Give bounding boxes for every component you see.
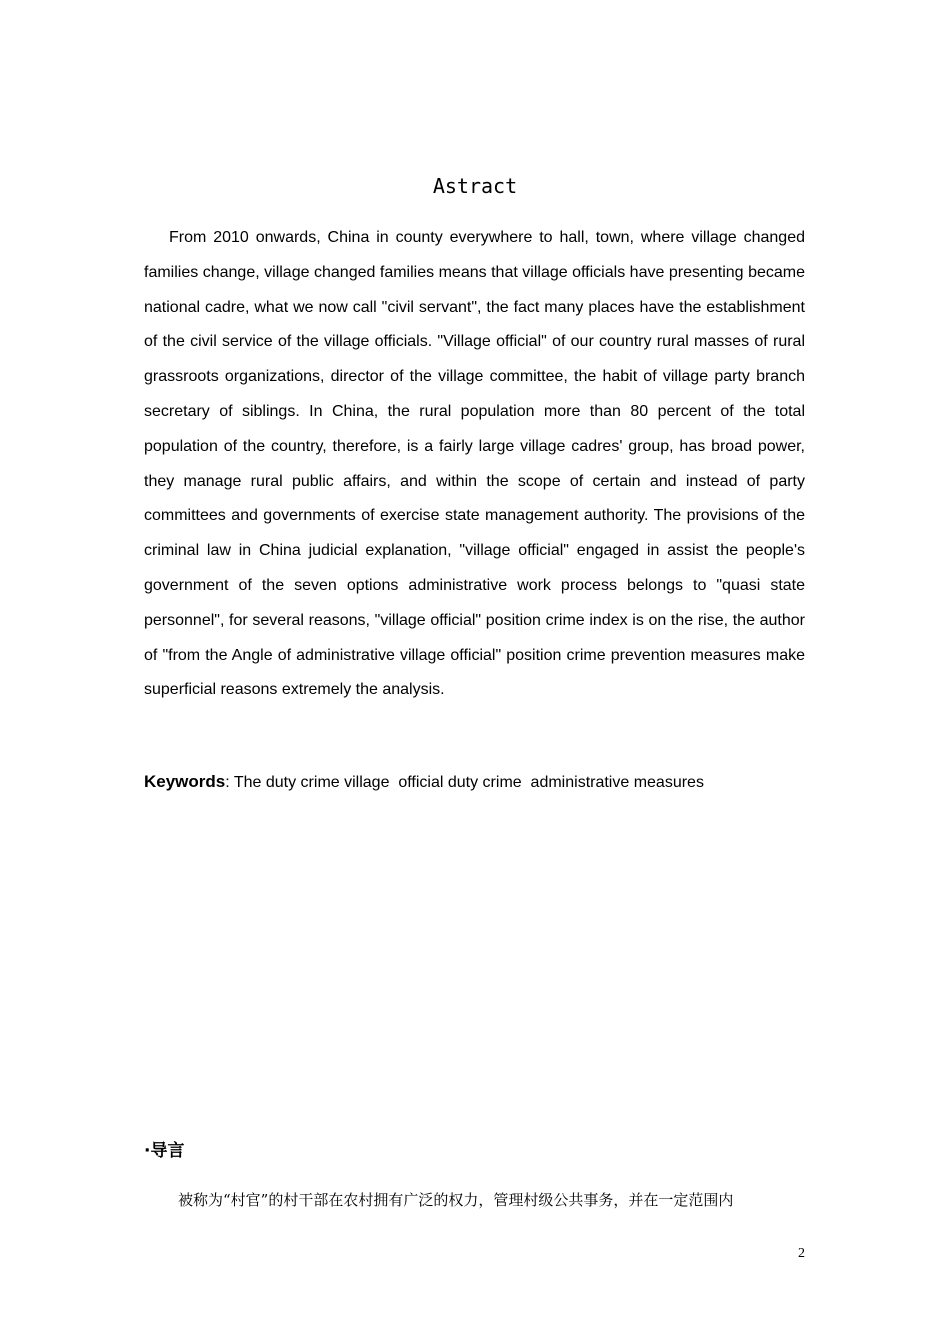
intro-heading: ·导言 [144,1141,185,1161]
page-number: 2 [798,1246,805,1261]
keywords-label: Keywords [144,772,226,791]
intro-paragraph: 被称为“村官”的村干部在农村拥有广泛的权力，管理村级公共事务，并在一定范围内 [178,1191,734,1209]
keywords-line [144,768,805,797]
keywords-text: : The duty crime village official duty crime administrative measures [225,774,704,791]
abstract-paragraph: From 2010 onwards, China in county everywhere to hall, town, where village changed families change, village changed families means that village officials have presenting became national cadre, what we now call "civil servant", the fact many places have the establishment of the civil service of the village officials. "Village official" of our country rural masses of rural grassroots organizations, director of the village committee, the habit of village party branch secretary of siblings. In China, the rural population more than 80 percent of the total population of the country, therefore, is a fairly large village cadres' group, has broad power, they manage rural public affairs, and within the scope of certain and instead of party committees and governments of exercise state management authority. The provisions of the criminal law in China judicial explanation, "village official" engaged in assist the people's government of the seven options administrative work process belongs to "quasi state personnel", for several reasons, "village official" position crime index is on the rise, the author of "from the Angle of administrative village official" position crime prevention measures make superficial reasons extremely the analysis. [144,229,805,699]
abstract-title: Astract [432,174,518,198]
